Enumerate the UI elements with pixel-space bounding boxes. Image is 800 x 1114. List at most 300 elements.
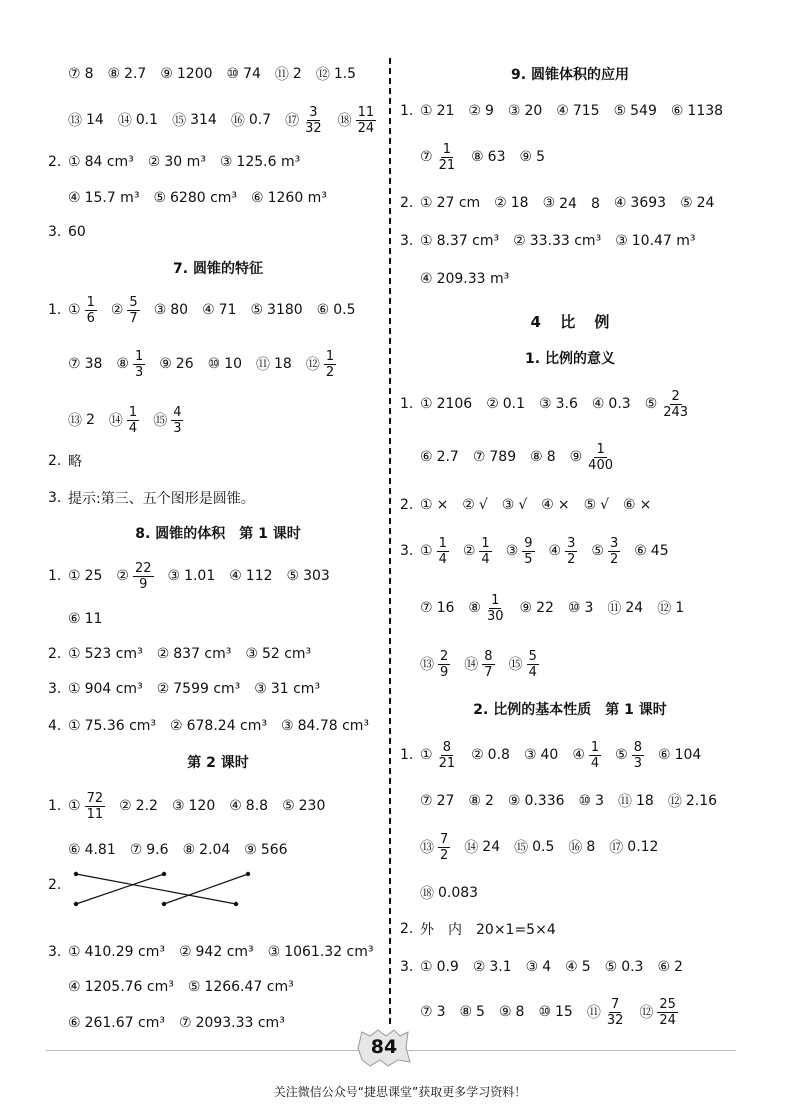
answer-item [154, 302, 188, 318]
fraction [438, 649, 450, 680]
item-number: ② [119, 798, 132, 814]
item-number: ④ [68, 979, 81, 995]
numerator: 2 [440, 648, 449, 664]
answer-line [68, 62, 356, 86]
answer-value: 40 [540, 747, 559, 763]
answer-item [170, 718, 267, 734]
answer-value: 0.1 [135, 112, 159, 128]
answer-line [68, 220, 86, 244]
answer-item [202, 302, 236, 318]
question-number: 3. [48, 490, 62, 506]
answer-item [148, 154, 206, 170]
item-number: ⑭ [117, 113, 132, 129]
item-number: ① [420, 233, 433, 249]
footer-rule-right [406, 1050, 736, 1051]
answer-value: 3 [436, 1004, 446, 1020]
answer-value: 5 [536, 149, 545, 165]
item-number: ⑤ [644, 396, 658, 412]
matching-dot [246, 872, 250, 876]
item-number: ⑱ [337, 113, 352, 129]
section-heading: 9. 圆锥体积的应用 [511, 67, 629, 83]
answer-value: × [436, 497, 449, 513]
answer-value: 8.37 cm³ [436, 233, 500, 249]
numerator: 1 [438, 535, 447, 551]
section-heading: 2. 比例的基本性质 第 1 课时 [473, 702, 667, 718]
answer-value: 5 [476, 1004, 485, 1020]
answer-item [109, 405, 139, 436]
answer-item [420, 536, 449, 567]
answer-value: 24 8 [559, 196, 600, 212]
item-number: ⑥ [420, 449, 433, 465]
answer-item [116, 561, 153, 592]
answer-item [227, 66, 261, 82]
answer-item [549, 536, 578, 567]
item-number: ⑥ [68, 1015, 81, 1031]
answer-line [68, 294, 356, 326]
answer-value: 9.6 [146, 842, 169, 858]
answer-item [68, 190, 139, 206]
answer-item [251, 190, 327, 206]
answer-item [68, 295, 97, 326]
item-number: ⑨ [519, 149, 533, 165]
answer-line [420, 141, 545, 173]
answer-item [607, 598, 643, 618]
fraction [661, 389, 690, 420]
answer-value: 125.6 m³ [236, 154, 301, 170]
item-number: ③ [219, 154, 233, 170]
item-number: ④ [229, 568, 242, 584]
denominator: 9 [440, 664, 449, 680]
answer-item [524, 747, 558, 763]
answer-value: 8 [84, 66, 94, 82]
numerator: 72 [86, 790, 104, 806]
item-number: ⑬ [420, 657, 434, 673]
answer-value: × [639, 497, 652, 513]
answer-value: 75.36 cm³ [84, 718, 157, 734]
matching-dot [234, 902, 238, 906]
answer-item [459, 1004, 484, 1020]
answer-item [220, 154, 300, 170]
matching-line-1 [76, 874, 236, 904]
item-number: ⑥ [623, 497, 636, 513]
answer-value: 63 [487, 149, 506, 165]
item-number: ② [468, 103, 481, 119]
item-number: ⑩ [207, 356, 221, 372]
answer-line [68, 940, 374, 964]
item-number: ⑤ [615, 747, 628, 763]
answer-line [68, 642, 311, 666]
item-number: ⑤ [250, 302, 264, 318]
answer-item [244, 842, 287, 858]
answer-value: 1061.32 cm³ [284, 944, 374, 960]
item-number: ⑪ [607, 601, 622, 617]
question-number: 2. [400, 497, 414, 513]
answer-line [420, 996, 678, 1028]
answer-item [539, 396, 578, 412]
denominator: 2 [440, 847, 449, 863]
item-number: ⑧ [459, 1004, 473, 1020]
item-number: ⑩ [578, 793, 592, 809]
item-number: ③ [539, 396, 552, 412]
answer-item [172, 798, 215, 814]
item-number: ⑪ [618, 794, 633, 810]
question-number: 4. [48, 718, 62, 734]
item-number: ⑭ [108, 413, 123, 429]
answer-line [420, 441, 615, 473]
answer-value: 1.5 [333, 66, 357, 82]
answer-value: 31 cm³ [270, 681, 321, 697]
numerator: 22 [134, 560, 152, 576]
answer-value: 15.7 m³ [84, 190, 140, 206]
answer-value: 24 [482, 839, 501, 855]
item-number: ⑧ [468, 600, 481, 616]
item-number: ① [68, 798, 81, 814]
question-number: 1. [400, 103, 414, 119]
answer-value: 2 [674, 959, 683, 975]
answer-item [420, 740, 457, 771]
question-number: 3. [48, 224, 62, 240]
numerator: 9 [524, 535, 533, 551]
item-number: ⑪ [586, 1005, 601, 1021]
answer-item [172, 110, 217, 130]
item-number: ⑯ [230, 113, 245, 129]
answer-line [420, 535, 669, 567]
answer-item [68, 842, 116, 858]
denominator: 2 [567, 551, 576, 567]
item-number: ① [68, 718, 81, 734]
item-number: ③ [523, 747, 537, 763]
item-number: ⑧ [116, 356, 129, 372]
answer-item [572, 740, 601, 771]
answer-item [680, 195, 714, 211]
answer-line [420, 592, 685, 624]
item-number: ⑫ [657, 601, 672, 617]
answer-item [615, 233, 695, 249]
answer-item [111, 295, 140, 326]
answer-value: 566 [260, 842, 288, 858]
answer-line [68, 186, 327, 210]
answer-value: 0.3 [621, 959, 644, 975]
answer-value: 24 [696, 195, 715, 211]
answer-item [570, 442, 615, 473]
denominator: 2 [325, 364, 335, 380]
item-number: ⑥ [68, 611, 81, 627]
answer-item [183, 842, 231, 858]
answer-line [420, 789, 717, 813]
item-number: ⑦ [420, 149, 433, 165]
answer-value: × [557, 497, 570, 513]
answer-value: 0.5 [333, 302, 356, 318]
answer-value: 38 [84, 356, 103, 372]
denominator: 21 [438, 755, 456, 771]
answer-item [275, 64, 302, 84]
numerator: 1 [134, 348, 144, 364]
item-number: ① [420, 396, 433, 412]
answer-value: 0.12 [627, 839, 659, 855]
item-number: ② [472, 959, 486, 975]
answer-value: 8 [515, 1004, 525, 1020]
denominator: 243 [663, 404, 689, 420]
numerator: 8 [484, 648, 493, 664]
denominator: 400 [588, 457, 613, 473]
item-number: ② [462, 543, 476, 559]
fraction [437, 536, 449, 567]
item-number: ⑥ [658, 747, 671, 763]
item-number: ① [420, 497, 433, 513]
answer-item [68, 1015, 165, 1031]
answer-value: 2093.33 cm³ [195, 1015, 285, 1031]
item-number: ⑩ [226, 66, 240, 82]
answer-value: 789 [489, 449, 517, 465]
question-number: 1. [48, 568, 62, 584]
denominator: 3 [633, 755, 643, 771]
answer-value: 942 cm³ [195, 944, 254, 960]
answer-item [68, 154, 134, 170]
fraction [479, 536, 491, 567]
answer-value: 1266.47 cm³ [204, 979, 294, 995]
denominator: 32 [305, 120, 322, 136]
section-heading: 1. 比例的意义 [525, 351, 615, 367]
numerator: 11 [357, 104, 375, 120]
answer-value: 18 [274, 356, 292, 372]
item-number: ⑨ [507, 793, 521, 809]
answer-item [157, 681, 241, 697]
numerator: 1 [442, 141, 451, 157]
answer-value: 4.81 [84, 842, 116, 858]
answer-item [508, 793, 565, 809]
item-number: ① [68, 302, 81, 318]
answer-item [420, 103, 454, 119]
answer-value: 3 [584, 600, 594, 616]
item-number: ⑥ [251, 190, 264, 206]
answer-item [614, 103, 657, 119]
question-number: 3. [400, 959, 414, 975]
answer-line [420, 493, 651, 517]
item-number: ⑦ [129, 842, 143, 858]
answer-value: 1 [675, 600, 685, 616]
answer-value: 261.67 cm³ [84, 1015, 165, 1031]
answer-value: 2.16 [685, 793, 718, 809]
answer-item [468, 593, 505, 624]
answer-value: 2 [292, 66, 302, 82]
answer-item [420, 449, 459, 465]
answer-line [68, 404, 183, 436]
answer-item [657, 598, 684, 618]
answer-item [671, 103, 723, 119]
answer-item [471, 149, 505, 165]
item-number: ⑱ [420, 886, 434, 902]
answer-value: 11 [84, 611, 103, 627]
item-number: ⑨ [498, 1004, 512, 1020]
answer-item [285, 105, 324, 136]
answer-value: 24 [625, 600, 644, 616]
item-number: ① [68, 681, 81, 697]
answer-item [68, 944, 165, 960]
item-number: ④ [541, 497, 554, 513]
numerator: 1 [481, 535, 490, 551]
answer-item [168, 568, 216, 584]
answer-item [68, 681, 143, 697]
item-number: ③ [267, 944, 281, 960]
item-number: ⑨ [159, 356, 172, 372]
answer-value: 230 [298, 798, 326, 814]
item-number: ⑨ [244, 842, 257, 858]
answer-item [159, 356, 193, 372]
item-number: ① [420, 195, 433, 211]
answer-line [68, 560, 330, 592]
answer-item [68, 611, 102, 627]
answer-value: 20 [524, 103, 543, 119]
denominator: 30 [486, 608, 504, 624]
item-number: ⑪ [274, 67, 289, 83]
answer-item [623, 497, 651, 513]
item-number: ⑦ [68, 66, 81, 82]
question-number: 2. [400, 921, 414, 937]
answer-item [231, 110, 271, 130]
answer-line [420, 388, 690, 420]
answer-value: 2.04 [199, 842, 231, 858]
fraction [133, 561, 154, 592]
item-number: ⑥ [68, 842, 81, 858]
answer-item [592, 396, 631, 412]
answer-item [245, 646, 311, 662]
item-number: ⑮ [172, 113, 187, 129]
answer-value: 0.083 [438, 885, 479, 901]
answer-value: 303 [303, 568, 330, 584]
answer-value: 1.01 [184, 568, 216, 584]
answer-item [282, 798, 325, 814]
answer-line [68, 790, 326, 822]
item-number: ⑦ [178, 1015, 192, 1031]
item-number: ② [110, 302, 124, 318]
denominator: 3 [173, 420, 182, 436]
question-number: 1. [400, 396, 414, 412]
item-number: ⑦ [420, 793, 433, 809]
answer-item [229, 568, 272, 584]
item-number: ④ [556, 103, 569, 119]
answer-item [179, 1015, 285, 1031]
answer-value: 84.78 cm³ [297, 718, 370, 734]
answer-item [464, 837, 500, 857]
item-number: ③ [245, 646, 258, 662]
item-number: ⑧ [468, 793, 481, 809]
item-number: ⑫ [315, 67, 330, 83]
item-number: ④ [591, 396, 605, 412]
item-number: ④ [565, 959, 578, 975]
answer-item [153, 190, 237, 206]
answer-item [420, 142, 457, 173]
item-number: ⑩ [538, 1004, 552, 1020]
item-number: ① [420, 959, 433, 975]
answer-item [119, 798, 158, 814]
item-number: ⑬ [68, 413, 82, 429]
answer-line [420, 229, 696, 253]
answer-value: 3 [595, 793, 605, 809]
fraction [127, 405, 139, 436]
answer-value: 0.3 [608, 396, 631, 412]
answer-item [338, 105, 377, 136]
answer-item [68, 356, 102, 372]
answer-line [420, 739, 702, 771]
answer-value: 8.8 [245, 798, 269, 814]
answer-item [639, 997, 678, 1028]
answer-line [68, 1011, 285, 1035]
fraction [171, 405, 183, 436]
answer-item [68, 718, 156, 734]
item-number: ⑯ [568, 840, 583, 856]
answer-item [471, 747, 510, 763]
item-number: ⑤ [583, 497, 597, 513]
answer-value: 6280 cm³ [170, 190, 238, 206]
answer-item [153, 405, 183, 436]
item-number: ⑤ [286, 568, 300, 584]
fraction [589, 740, 601, 771]
numerator: 5 [528, 648, 537, 664]
item-number: ① [68, 646, 81, 662]
answer-value: 71 [218, 302, 237, 318]
item-number: ② [178, 944, 192, 960]
column-divider [389, 58, 391, 1024]
answer-value: 2.7 [436, 449, 459, 465]
question-number: 3. [400, 233, 414, 249]
answer-item [587, 997, 626, 1028]
answer-item [420, 959, 459, 975]
fraction [608, 536, 620, 567]
answer-line [420, 99, 723, 123]
footer-text: 关注微信公众号“捷思课堂”获取更多学习资料！ [273, 1085, 527, 1099]
answer-item [668, 791, 717, 811]
answer-value: 27 cm [436, 195, 481, 211]
answer-value: 5 [581, 959, 591, 975]
answer-value: 3180 [267, 302, 303, 318]
fraction [127, 295, 139, 326]
item-number: ⑫ [305, 357, 320, 373]
answer-item [615, 740, 644, 771]
numerator: 1 [86, 294, 95, 310]
fraction [605, 997, 626, 1028]
answer-value: 33.33 cm³ [529, 233, 602, 249]
matching-line-2 [76, 874, 164, 904]
item-number: ④ [613, 195, 627, 211]
matching-dot [162, 902, 166, 906]
question-number: 2. [48, 646, 62, 662]
answer-value: 1260 m³ [267, 190, 327, 206]
answer-item [420, 649, 450, 680]
answer-item [657, 959, 682, 975]
answer-item [520, 600, 554, 616]
item-number: ⑦ [472, 449, 486, 465]
item-number: ⑮ [514, 840, 529, 856]
item-number: ② [471, 747, 484, 763]
answer-value: 0.9 [436, 959, 459, 975]
answer-value: 18 [636, 793, 654, 809]
numerator: 8 [442, 739, 451, 755]
answer-value: 837 cm³ [173, 646, 232, 662]
numerator: 1 [590, 739, 600, 755]
matching-dot [74, 872, 78, 876]
answer-item [420, 1004, 445, 1020]
answer-item [256, 354, 292, 374]
denominator: 5 [524, 551, 533, 567]
item-number: ③ [171, 798, 185, 814]
answer-value: 0.8 [487, 747, 510, 763]
fraction [586, 442, 615, 473]
answer-line [68, 486, 255, 510]
item-number: ⑬ [68, 113, 82, 129]
answer-line [420, 267, 509, 291]
item-number: ⑭ [464, 657, 479, 673]
denominator: 4 [590, 755, 600, 771]
